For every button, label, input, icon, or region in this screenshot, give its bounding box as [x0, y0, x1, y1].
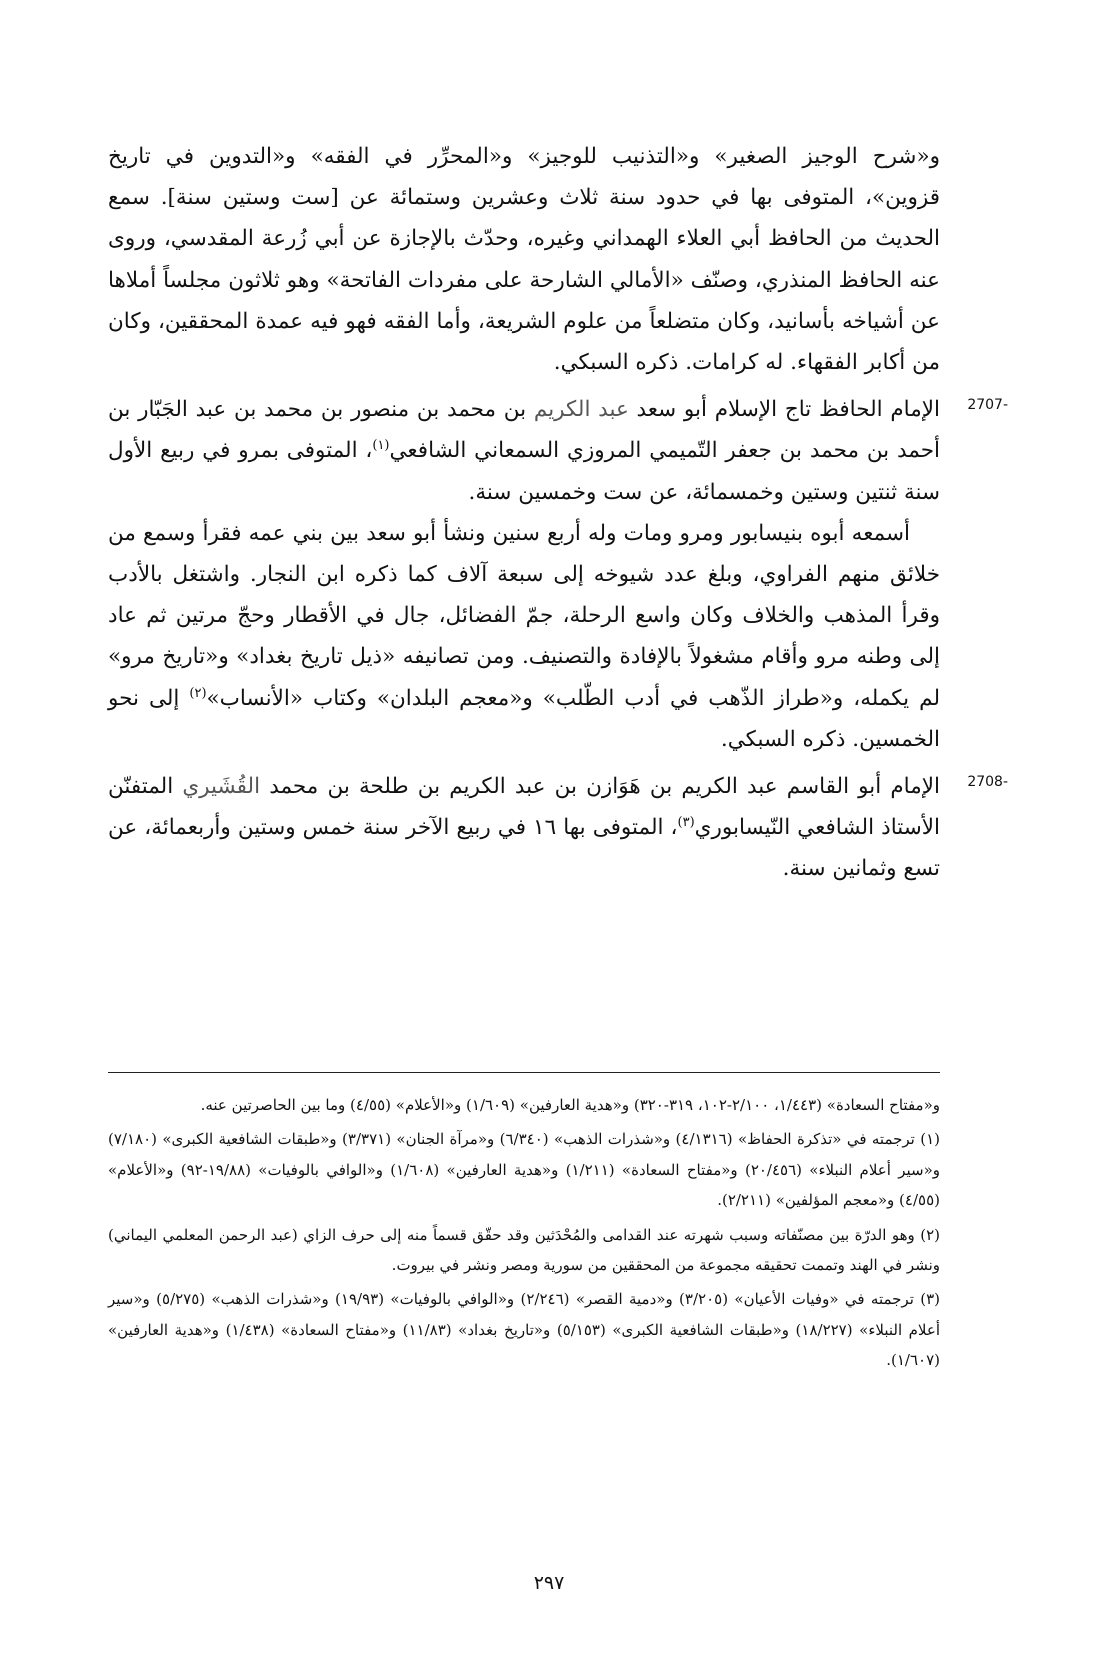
paragraph-text: إلى نحو الخمسين. ذكره السبكي.: [108, 685, 940, 752]
page-number: ٢٩٧: [533, 1572, 565, 1594]
heading-text: الإمام أبو القاسم عبد الكريم بن هَوَازن بن عبد الكريم بن طلحة بن محمد: [269, 774, 940, 800]
entry-number: 2708-: [967, 774, 1008, 791]
footnote-marker: (٣): [677, 815, 695, 831]
main-text: [108, 136, 1008, 890]
entry-paragraph: [108, 513, 940, 760]
footnote-marker: (٢): [189, 685, 207, 701]
entry-heading: [108, 766, 940, 890]
footnote-divider: [108, 1072, 940, 1073]
footnote-continuation: و«مفتاح السعادة» (١/٤٤٣، ٢/١٠٠-١٠٢، ٣١٩-٣٢٠) و«هدية العارفين» (١/٦٠٩) و«الأعلام» (٤/٥٥) وما بين الحاصرتين عنه.: [200, 1096, 940, 1114]
entry-heading: [108, 389, 940, 513]
highlighted-name: القُشَيري: [182, 774, 261, 800]
footnote-1: (١) ترجمته في «تذكرة الحفاظ» (٤/١٣١٦) و«شذرات الذهب» (٦/٣٤٠) و«مرآة الجنان» (٣/٣٧١) و«طبقات الشافعية الكبرى» (٧/١٨٠) و«سير أعلام النبلاء» (٢٠/٤٥٦) و«مفتاح السعادة» (١/٢١١) و«هدية العارفين» (١/٦٠٨) و«الوافي بالوفيات» (١٩/٨٨-٩٢) و«الأعلام» (٤/٥٥) و«معجم المؤلفين» (٢/٢١١).: [108, 1130, 940, 1210]
paragraph-text: أسمعه أبوه بنيسابور ومرو ومات وله أربع سنين ونشأ أبو سعد بين بني عمه فقرأ وسمع من خلائق منهم الفراوي، وبلغ عدد شيوخه إلى سبعة آلاف كما ذكره ابن النجار. واشتغل بالأدب وقرأ المذهب والخلاف وكان واسع الرحلة، جمّ الفضائل، جال في الأقطار وحجّ مرتين ثم عاد إلى وطنه مرو وأقام مشغولاً بالإفادة والتصنيف. ومن تصانيفه «ذيل تاريخ بغداد» و«تاريخ مرو» لم يكمله، و«طراز الذّهب في أدب الطّلب» و«معجم البلدان» وكتاب «الأنساب»: [108, 520, 940, 711]
intro-paragraph: و«شرح الوجيز الصغير» و«التذنيب للوجيز» و«المحرِّر في الفقه» و«التدوين في تاريخ قزوين»، المتوفى بها في حدود سنة ثلاث وعشرين وستمائة عن [ست وستين سنة]. سمع الحديث من الحافظ أبي العلاء الهمداني وغيره، وحدّث بالإجازة عن أبي زُرعة المقدسي، وروى عنه الحافظ المنذري، وصنّف «الأمالي الشارحة على مفردات الفاتحة» وهو ثلاثون مجلساً أملاها عن أشياخه بأسانيد، وكان متضلعاً من علوم الشريعة، وأما الفقه فهو فيه عمدة المحققين، وكان من أكابر الفقهاء. له كرامات. ذكره السبكي.: [108, 144, 940, 376]
footnote-marker: (١): [372, 438, 390, 454]
entry-2708: [108, 766, 1008, 890]
heading-text: ، المتوفى بها ١٦ في ربيع الآخر سنة خمس وستين وأربعمائة، عن تسع وثمانين سنة.: [108, 815, 940, 882]
entry-number: 2707-: [967, 397, 1008, 414]
heading-text: ، المتوفى بمرو في ربيع الأول سنة ثنتين وستين وخمسمائة، عن ست وخمسين سنة.: [108, 438, 940, 505]
footnote-3: (٣) ترجمته في «وفيات الأعيان» (٣/٢٠٥) و«دمية القصر» (٢/٢٤٦) و«الوافي بالوفيات» (١٩/٩٣) و«شذرات الذهب» (٥/٢٧٥) و«سير أعلام النبلاء» (١٨/٢٢٧) و«طبقات الشافعية الكبرى» (٥/١٥٣) و«تاريخ بغداد» (١١/٨٣) و«مفتاح السعادة» (١/٤٣٨) و«هدية العارفين» (١/٦٠٧).: [108, 1290, 941, 1370]
footnote-2: (٢) وهو الدرّة بين مصنّفاته وسبب شهرته عند القدامى والمُحْدَثين وقد حقّق قسماً منه إلى حرف الزاي (عبد الرحمن المعلمي اليماني) ونشر في الهند وتممت تحقيقه مجموعة من المحققين من سورية ومصر ونشر في بيروت.: [108, 1225, 940, 1275]
heading-text: المتفنّن الأستاذ الشافعي النّيسابوري: [108, 774, 940, 841]
heading-text: بن محمد بن منصور بن محمد بن عبد الجَبّار بن أحمد بن محمد بن جعفر التّميمي المروزي السمعاني الشافعي: [108, 397, 941, 464]
entry-2707: [108, 389, 1008, 760]
footnotes: [108, 1090, 940, 1380]
highlighted-name: عبد الكريم: [533, 397, 629, 423]
heading-text: الإمام الحافظ تاج الإسلام أبو سعد: [636, 397, 940, 423]
